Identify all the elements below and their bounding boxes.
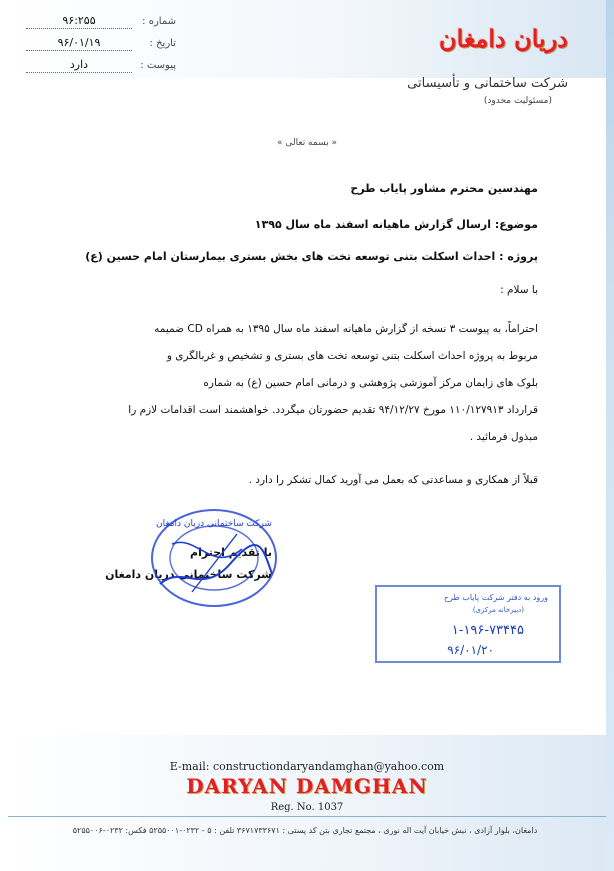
body-line: مبذول فرمائید . [469,431,538,443]
meta-row-date [26,36,176,58]
receipt-subtitle: (دبیرخانه مرکزی) [472,606,524,614]
company-name: شرکت ساختمانی و تأسیساتی [407,76,568,91]
liability-note: (مسئولیت محدود) [483,96,552,106]
company-logo: دریان دامغان [439,24,568,53]
letter-body [72,316,538,451]
meta-row-number [26,14,176,36]
meta-value: ۹۶/۰۱/۱۹ [26,36,132,51]
meta-label: تاریخ : [149,38,176,49]
footer-address: دامغان، بلوار آزادی ، نبش خیابان آیت اله نوری ، مجتمع تجاری بتن کد پستی : ۳۶۷۱۷۳۳۶۷۱ تلفن : ۵ - ۰۲۳۲-۵۲۵۵۰۰۱ فکس: ۰۲۳۲-۵۲۵۵۰۰۶ [72,826,538,835]
footer-brand: DARYAN DAMGHAN [186,774,428,798]
body-line: مربوط به پروژه احداث اسکلت بتنی توسعه تخت های بستری و تشخیص و غربالگری و [166,350,538,362]
letter-meta [26,14,176,80]
receipt-stamp [374,584,562,664]
receipt-date: ۹۶/۰۱/۲۰ [447,643,494,657]
side-accent [606,0,614,871]
body-line: بلوک های زایمان مرکز آموزشی پژوهشی و درمانی امام حسین (ع) به شماره [203,377,538,389]
bismillah: « بسمه تعالی » [277,138,337,148]
signature-company: شرکت ساختمانی دریان دامغان [105,568,272,581]
body-line: احتراماً، به پیوست ۳ نسخه از گزارش ماهیانه اسفند ماه سال ۱۳۹۵ به همراه CD ضمیمه [154,323,538,335]
company-seal [142,504,282,612]
meta-label: پیوست : [140,60,176,71]
receipt-number: ۱-۱۹۶-۷۳۴۴۵ [451,623,524,638]
meta-value: ۹۶:۲۵۵ [26,14,132,29]
body-line: قرارداد ۱۱۰/۱۲۷۹۱۳ مورخ ۹۴/۱۲/۲۷ تقدیم حضورتان میگردد. خواهشمند است اقدامات لازم را [128,404,538,416]
project: پروژه : احداث اسکلت بتنی توسعه تخت های بخش بستری بیمارستان امام حسین (ع) [85,250,538,263]
recipient: مهندسین محترم مشاور پایاب طرح [350,182,538,195]
meta-value: دارد [26,58,132,73]
meta-label: شماره : [142,16,176,27]
receipt-title: ورود به دفتر شرکت پایاب طرح [443,593,548,602]
footer-email: E-mail: constructiondaryandamghan@yahoo.com [169,760,445,773]
meta-row-attachment [26,58,176,80]
greeting: با سلام : [500,284,538,296]
seal-text: شرکت ساختمانی دریان دامغان [156,519,272,529]
footer-divider [8,816,606,817]
closing: قبلاً از همکاری و مساعدتی که بعمل می آورید کمال تشکر را دارد . [248,474,538,486]
signature-greeting: با تقدیم احترام [190,546,272,559]
footer-reg-number: Reg. No. 1037 [270,802,344,813]
subject: موضوع: ارسال گزارش ماهیانه اسفند ماه سال ۱۳۹۵ [254,218,538,231]
